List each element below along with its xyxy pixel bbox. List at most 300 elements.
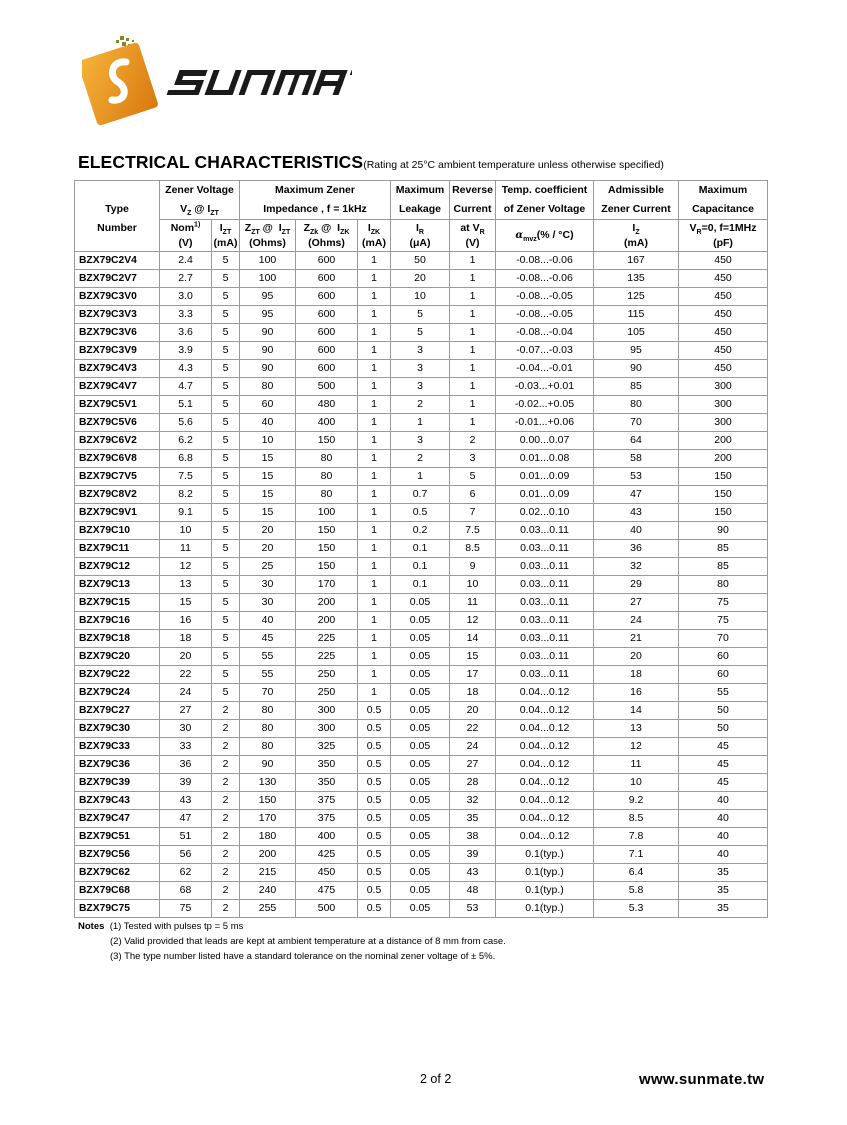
value-cell: 0.05 — [391, 792, 450, 810]
table-row — [75, 684, 768, 702]
value-cell: 600 — [296, 288, 358, 306]
reverse-current-header-1: Reverse — [450, 181, 496, 201]
value-cell: 0.05 — [391, 846, 450, 864]
section-title — [78, 152, 664, 173]
value-cell: 7.5 — [450, 522, 496, 540]
type-number-cell: BZX79C30 — [75, 720, 160, 738]
table-row — [75, 666, 768, 684]
value-cell: 600 — [296, 342, 358, 360]
value-cell: 300 — [296, 702, 358, 720]
zzk-unit: (Ohms) — [296, 236, 358, 252]
value-cell: 75 — [679, 612, 768, 630]
value-cell: 40 — [679, 792, 768, 810]
nom-label: Nom$^{1)}$ — [160, 220, 212, 237]
table-row — [75, 720, 768, 738]
value-cell: -0.08...-0.06 — [496, 252, 594, 270]
value-cell: 3.9 — [160, 342, 212, 360]
value-cell: 100 — [240, 252, 296, 270]
value-cell: 1 — [358, 414, 391, 432]
vr-label: at $V_R$ — [450, 220, 496, 237]
value-cell: 1 — [358, 684, 391, 702]
value-cell: 0.04...0.12 — [496, 756, 594, 774]
value-cell: 40 — [679, 810, 768, 828]
value-cell: 0.1(typ.) — [496, 864, 594, 882]
value-cell: 24 — [450, 738, 496, 756]
value-cell: 90 — [594, 360, 679, 378]
value-cell: 53 — [594, 468, 679, 486]
value-cell: 5 — [212, 360, 240, 378]
value-cell: 0.03...0.11 — [496, 630, 594, 648]
value-cell: 2 — [391, 396, 450, 414]
value-cell: 1 — [358, 252, 391, 270]
type-number-cell: BZX79C4V7 — [75, 378, 160, 396]
value-cell: 8.5 — [450, 540, 496, 558]
type-number-cell: BZX79C18 — [75, 630, 160, 648]
value-cell: 300 — [679, 396, 768, 414]
value-cell: 115 — [594, 306, 679, 324]
value-cell: 0.5 — [358, 792, 391, 810]
value-cell: 36 — [160, 756, 212, 774]
value-cell: 150 — [296, 540, 358, 558]
value-cell: 5 — [212, 288, 240, 306]
value-cell: 5 — [212, 522, 240, 540]
value-cell: 5 — [212, 342, 240, 360]
value-cell: 0.04...0.12 — [496, 684, 594, 702]
value-cell: 0.5 — [358, 810, 391, 828]
table-row — [75, 252, 768, 270]
value-cell: 125 — [594, 288, 679, 306]
value-cell: 200 — [240, 846, 296, 864]
value-cell: 80 — [594, 396, 679, 414]
value-cell: 1 — [358, 612, 391, 630]
value-cell: 25 — [240, 558, 296, 576]
value-cell: 55 — [679, 684, 768, 702]
value-cell: 0.2 — [391, 522, 450, 540]
type-number-cell: BZX79C11 — [75, 540, 160, 558]
value-cell: 5 — [212, 432, 240, 450]
value-cell: 2 — [212, 792, 240, 810]
value-cell: 0.05 — [391, 900, 450, 918]
value-cell: 14 — [450, 630, 496, 648]
value-cell: 0.03...0.11 — [496, 666, 594, 684]
value-cell: 5 — [391, 306, 450, 324]
value-cell: 0.5 — [358, 756, 391, 774]
type-number-cell: BZX79C6V2 — [75, 432, 160, 450]
capacitance-header-2: Capacitance — [679, 200, 768, 220]
value-cell: 3 — [391, 342, 450, 360]
type-label: Type — [75, 200, 160, 220]
admissible-header-1: Admissible — [594, 181, 679, 201]
value-cell: 0.5 — [358, 828, 391, 846]
value-cell: 0.5 — [391, 504, 450, 522]
value-cell: 1 — [450, 252, 496, 270]
value-cell: 1 — [450, 378, 496, 396]
value-cell: 15 — [160, 594, 212, 612]
value-cell: 18 — [450, 684, 496, 702]
value-cell: 28 — [450, 774, 496, 792]
value-cell: 95 — [240, 306, 296, 324]
value-cell: 180 — [240, 828, 296, 846]
value-cell: 45 — [679, 774, 768, 792]
value-cell: 43 — [594, 504, 679, 522]
value-cell: 70 — [679, 630, 768, 648]
type-number-cell: BZX79C20 — [75, 648, 160, 666]
value-cell: 90 — [240, 342, 296, 360]
value-cell: 1 — [358, 360, 391, 378]
value-cell: 1 — [358, 468, 391, 486]
value-cell: 1 — [358, 558, 391, 576]
value-cell: 150 — [296, 522, 358, 540]
max-zener-header: Maximum Zener — [240, 181, 391, 201]
type-number-cell: BZX79C68 — [75, 882, 160, 900]
value-cell: 0.03...0.11 — [496, 522, 594, 540]
value-cell: 15 — [240, 468, 296, 486]
value-cell: 240 — [240, 882, 296, 900]
table-row — [75, 270, 768, 288]
value-cell: 11 — [594, 756, 679, 774]
value-cell: 0.5 — [358, 720, 391, 738]
value-cell: 0.01...0.09 — [496, 468, 594, 486]
value-cell: 30 — [240, 576, 296, 594]
value-cell: 450 — [679, 324, 768, 342]
value-cell: 85 — [594, 378, 679, 396]
title-note: (Rating at 25°C ambient temperature unless otherwise specified) — [363, 159, 664, 171]
value-cell: 47 — [160, 810, 212, 828]
value-cell: 60 — [679, 666, 768, 684]
value-cell: 32 — [450, 792, 496, 810]
value-cell: 150 — [296, 558, 358, 576]
value-cell: 5 — [391, 324, 450, 342]
type-number-cell: BZX79C33 — [75, 738, 160, 756]
value-cell: 1 — [358, 432, 391, 450]
value-cell: 7.8 — [594, 828, 679, 846]
note-3: (3) The type number listed have a standard tolerance on the nominal zener voltage of ± 5%. — [110, 951, 496, 962]
value-cell: 8.2 — [160, 486, 212, 504]
value-cell: 18 — [594, 666, 679, 684]
type-number-cell: BZX79C2V7 — [75, 270, 160, 288]
value-cell: 0.1(typ.) — [496, 900, 594, 918]
value-cell: 300 — [679, 378, 768, 396]
value-cell: 400 — [296, 828, 358, 846]
notes — [78, 919, 506, 964]
value-cell: -0.07...-0.03 — [496, 342, 594, 360]
table-row — [75, 864, 768, 882]
value-cell: 56 — [160, 846, 212, 864]
value-cell: 60 — [679, 648, 768, 666]
value-cell: 600 — [296, 252, 358, 270]
type-number-cell: BZX79C3V3 — [75, 306, 160, 324]
type-number-cell: BZX79C7V5 — [75, 468, 160, 486]
value-cell: 2 — [212, 756, 240, 774]
value-cell: 0.04...0.12 — [496, 720, 594, 738]
value-cell: 0.05 — [391, 720, 450, 738]
value-cell: 1 — [358, 504, 391, 522]
table-row — [75, 378, 768, 396]
type-number-cell: BZX79C3V6 — [75, 324, 160, 342]
vz-izt-label: $V_Z$ @ $I_{ZT}$ — [160, 200, 240, 220]
value-cell: 3 — [450, 450, 496, 468]
value-cell: 6.2 — [160, 432, 212, 450]
value-cell: 0.05 — [391, 684, 450, 702]
temp-coef-header-2: of Zener Voltage — [496, 200, 594, 220]
value-cell: 425 — [296, 846, 358, 864]
value-cell: 0.05 — [391, 630, 450, 648]
type-number-cell: BZX79C5V6 — [75, 414, 160, 432]
value-cell: 0.5 — [358, 738, 391, 756]
value-cell: 50 — [391, 252, 450, 270]
value-cell: 5 — [212, 648, 240, 666]
value-cell: 30 — [160, 720, 212, 738]
value-cell: 2 — [212, 720, 240, 738]
value-cell: 0.03...0.11 — [496, 576, 594, 594]
value-cell: 225 — [296, 630, 358, 648]
note-1: (1) Tested with pulses tp = 5 ms — [109, 921, 244, 932]
value-cell: 5 — [212, 414, 240, 432]
type-blank — [75, 236, 160, 252]
value-cell: 4.3 — [160, 360, 212, 378]
value-cell: 0.03...0.11 — [496, 594, 594, 612]
value-cell: 10 — [240, 432, 296, 450]
value-cell: 1 — [358, 540, 391, 558]
value-cell: 11 — [160, 540, 212, 558]
value-cell: 225 — [296, 648, 358, 666]
value-cell: 250 — [296, 684, 358, 702]
value-cell: 130 — [240, 774, 296, 792]
value-cell: 0.5 — [358, 846, 391, 864]
table-row — [75, 486, 768, 504]
value-cell: 50 — [679, 702, 768, 720]
zzk-label: $Z_{Zk}$ @ $I_{ZK}$ — [296, 220, 358, 237]
value-cell: 100 — [240, 270, 296, 288]
value-cell: 600 — [296, 270, 358, 288]
value-cell: 1 — [450, 342, 496, 360]
value-cell: 15 — [240, 504, 296, 522]
value-cell: 0.05 — [391, 864, 450, 882]
value-cell: 1 — [391, 414, 450, 432]
value-cell: 85 — [679, 540, 768, 558]
value-cell: 20 — [240, 522, 296, 540]
value-cell: 0.5 — [358, 900, 391, 918]
value-cell: 12 — [160, 558, 212, 576]
izk-unit: (mA) — [358, 236, 391, 252]
table-row — [75, 450, 768, 468]
value-cell: 0.03...0.11 — [496, 540, 594, 558]
alpha-label: $\alpha_{mvz}(\% / ^\circ C)$ — [496, 220, 594, 252]
value-cell: 1 — [358, 648, 391, 666]
table-row — [75, 630, 768, 648]
value-cell: 0.05 — [391, 774, 450, 792]
col-type-header — [75, 181, 160, 201]
table-row — [75, 846, 768, 864]
value-cell: 20 — [240, 540, 296, 558]
type-number-cell: BZX79C62 — [75, 864, 160, 882]
value-cell: -0.01...+0.06 — [496, 414, 594, 432]
value-cell: 1 — [358, 450, 391, 468]
table-row — [75, 324, 768, 342]
value-cell: 70 — [594, 414, 679, 432]
value-cell: 60 — [240, 396, 296, 414]
value-cell: -0.04...-0.01 — [496, 360, 594, 378]
value-cell: 18 — [160, 630, 212, 648]
value-cell: 0.05 — [391, 702, 450, 720]
value-cell: 0.5 — [358, 882, 391, 900]
value-cell: 0.05 — [391, 756, 450, 774]
value-cell: 30 — [240, 594, 296, 612]
table-row — [75, 792, 768, 810]
value-cell: 5 — [212, 486, 240, 504]
value-cell: 3.6 — [160, 324, 212, 342]
value-cell: 95 — [594, 342, 679, 360]
type-number-cell: BZX79C5V1 — [75, 396, 160, 414]
value-cell: 5.6 — [160, 414, 212, 432]
value-cell: 0.01...0.09 — [496, 486, 594, 504]
value-cell: 0.03...0.11 — [496, 558, 594, 576]
iz-label: $I_Z$ — [594, 220, 679, 237]
value-cell: 90 — [240, 324, 296, 342]
value-cell: 1 — [358, 576, 391, 594]
value-cell: -0.08...-0.05 — [496, 288, 594, 306]
table-row — [75, 306, 768, 324]
value-cell: 0.03...0.11 — [496, 648, 594, 666]
value-cell: 2 — [212, 900, 240, 918]
value-cell: 215 — [240, 864, 296, 882]
value-cell: 35 — [679, 900, 768, 918]
value-cell: 27 — [450, 756, 496, 774]
value-cell: 40 — [240, 414, 296, 432]
value-cell: 64 — [594, 432, 679, 450]
value-cell: 500 — [296, 378, 358, 396]
type-number-cell: BZX79C12 — [75, 558, 160, 576]
value-cell: 20 — [160, 648, 212, 666]
value-cell: 80 — [296, 450, 358, 468]
type-number-cell: BZX79C8V2 — [75, 486, 160, 504]
value-cell: 6.4 — [594, 864, 679, 882]
table-row — [75, 540, 768, 558]
value-cell: 5 — [212, 558, 240, 576]
type-number-cell: BZX79C10 — [75, 522, 160, 540]
izt-unit: (mA) — [212, 236, 240, 252]
value-cell: 0.02...0.10 — [496, 504, 594, 522]
type-number-cell: BZX79C15 — [75, 594, 160, 612]
value-cell: 7.1 — [594, 846, 679, 864]
value-cell: 2 — [212, 810, 240, 828]
value-cell: 22 — [160, 666, 212, 684]
value-cell: 6 — [450, 486, 496, 504]
value-cell: 5 — [212, 504, 240, 522]
value-cell: -0.08...-0.05 — [496, 306, 594, 324]
value-cell: 45 — [679, 738, 768, 756]
value-cell: 10 — [391, 288, 450, 306]
table-row — [75, 828, 768, 846]
value-cell: 0.1(typ.) — [496, 882, 594, 900]
value-cell: 35 — [450, 810, 496, 828]
value-cell: 480 — [296, 396, 358, 414]
value-cell: 150 — [679, 486, 768, 504]
value-cell: 45 — [240, 630, 296, 648]
value-cell: 17 — [450, 666, 496, 684]
value-cell: 35 — [679, 864, 768, 882]
type-number-cell: BZX79C56 — [75, 846, 160, 864]
table-row — [75, 648, 768, 666]
value-cell: 0.05 — [391, 666, 450, 684]
iz-unit: (mA) — [594, 236, 679, 252]
value-cell: 450 — [679, 342, 768, 360]
value-cell: 55 — [240, 648, 296, 666]
value-cell: 40 — [679, 828, 768, 846]
value-cell: 150 — [679, 504, 768, 522]
value-cell: 29 — [594, 576, 679, 594]
value-cell: 600 — [296, 306, 358, 324]
value-cell: 80 — [240, 378, 296, 396]
notes-label: Notes — [78, 921, 105, 932]
nom-unit: (V) — [160, 236, 212, 252]
value-cell: 450 — [296, 864, 358, 882]
value-cell: 16 — [594, 684, 679, 702]
value-cell: 75 — [160, 900, 212, 918]
table-row — [75, 396, 768, 414]
value-cell: 0.5 — [358, 702, 391, 720]
value-cell: 40 — [594, 522, 679, 540]
value-cell: 9.2 — [594, 792, 679, 810]
value-cell: 0.01...0.08 — [496, 450, 594, 468]
value-cell: 9 — [450, 558, 496, 576]
value-cell: 70 — [240, 684, 296, 702]
value-cell: 5 — [212, 540, 240, 558]
table-row — [75, 810, 768, 828]
value-cell: 0.5 — [358, 864, 391, 882]
vr-cond-label: $V_R=0$, f=1MHz — [679, 220, 768, 237]
reverse-current-header-2: Current — [450, 200, 496, 220]
value-cell: 5 — [450, 468, 496, 486]
table-row — [75, 360, 768, 378]
value-cell: 5 — [212, 684, 240, 702]
value-cell: 3.0 — [160, 288, 212, 306]
value-cell: 1 — [358, 486, 391, 504]
table-row — [75, 468, 768, 486]
value-cell: 0.05 — [391, 828, 450, 846]
type-number-cell: BZX79C6V8 — [75, 450, 160, 468]
type-number-cell: BZX79C75 — [75, 900, 160, 918]
value-cell: 58 — [594, 450, 679, 468]
value-cell: 5 — [212, 468, 240, 486]
value-cell: 5 — [212, 594, 240, 612]
value-cell: -0.08...-0.04 — [496, 324, 594, 342]
izk-label: $I_{ZK}$ — [358, 220, 391, 237]
type-number-cell: BZX79C22 — [75, 666, 160, 684]
value-cell: 167 — [594, 252, 679, 270]
value-cell: 55 — [240, 666, 296, 684]
value-cell: 0.7 — [391, 486, 450, 504]
number-label: Number — [75, 220, 160, 237]
table-row — [75, 522, 768, 540]
temp-coef-header-1: Temp. coefficient — [496, 181, 594, 201]
table-row — [75, 594, 768, 612]
value-cell: 450 — [679, 270, 768, 288]
vr-unit: (V) — [450, 236, 496, 252]
type-number-cell: BZX79C9V1 — [75, 504, 160, 522]
value-cell: 80 — [240, 738, 296, 756]
value-cell: 375 — [296, 792, 358, 810]
type-number-cell: BZX79C3V0 — [75, 288, 160, 306]
table-row — [75, 288, 768, 306]
value-cell: 80 — [296, 486, 358, 504]
value-cell: 0.05 — [391, 594, 450, 612]
value-cell: 1 — [450, 270, 496, 288]
zzt-unit: (Ohms) — [240, 236, 296, 252]
capacitance-header-1: Maximum — [679, 181, 768, 201]
website[interactable]: www.sunmate.tw — [639, 1071, 765, 1088]
value-cell: 400 — [296, 414, 358, 432]
